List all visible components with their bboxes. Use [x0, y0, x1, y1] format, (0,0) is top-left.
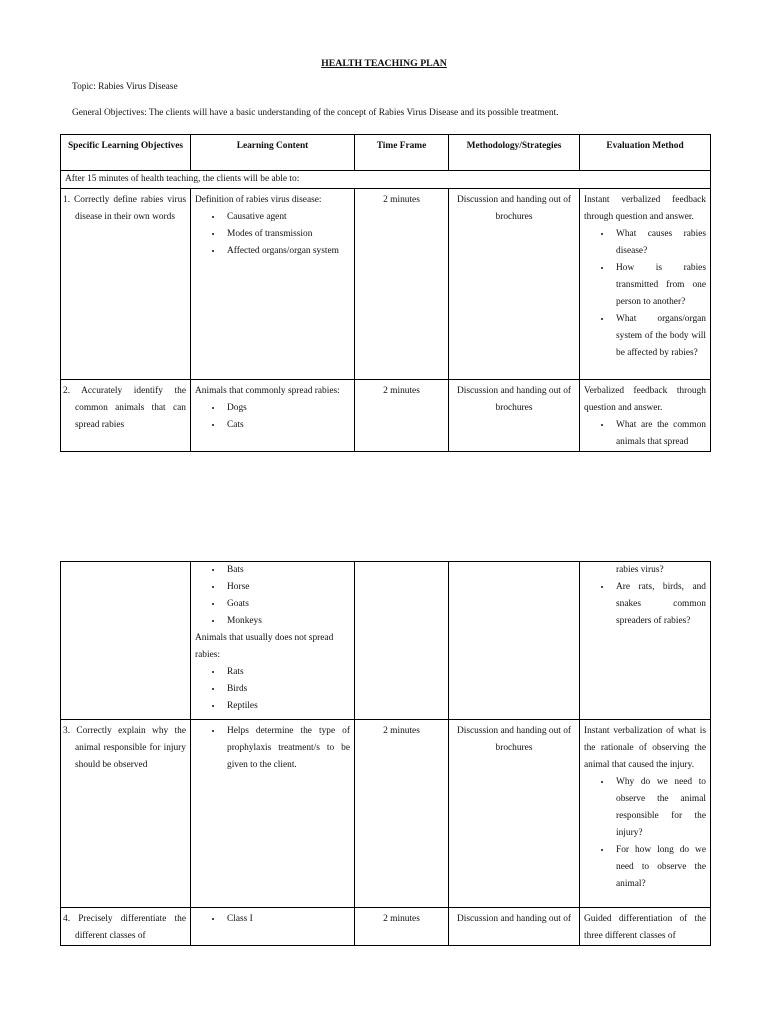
list-item: • How is rabies transmitted from one person to another?: [612, 260, 706, 311]
table-row: [61, 720, 711, 908]
document-title: HEALTH TEACHING PLAN: [321, 58, 447, 69]
list-item: • What organs/organ system of the body will be affected by rabies?: [612, 311, 706, 362]
list-item: • For how long do we need to observe the animal?: [612, 842, 706, 893]
eval-list: [584, 579, 706, 630]
table-row: [61, 908, 711, 946]
list-item: • Affected organs/organ system: [223, 243, 350, 260]
time-cell: 2 minutes: [355, 720, 449, 908]
content-list: [195, 400, 350, 434]
table-header-row: [61, 135, 711, 171]
list-item: • Class I: [223, 911, 350, 928]
time-cell: 2 minutes: [355, 908, 449, 946]
content-list: [195, 664, 350, 715]
content-intro: Animals that commonly spread rabies:: [195, 386, 340, 396]
list-item: • Helps determine the type of prophylaxis treatment/s to be given to the client.: [223, 723, 350, 774]
general-objectives-line: General Objectives: The clients will have a basic understanding of the concept of Rabies Virus Disease and its possible treatment.: [72, 108, 559, 118]
time-cell: [355, 562, 449, 720]
list-item: • Causative agent: [223, 209, 350, 226]
table-row: [61, 562, 711, 720]
content-list: [195, 562, 350, 630]
content-cell: [191, 720, 355, 908]
time-cell: 2 minutes: [355, 189, 449, 380]
list-item: • Birds: [223, 681, 350, 698]
content-list: [195, 723, 350, 774]
table-row: [61, 380, 711, 452]
header-content: Learning Content: [191, 135, 355, 171]
objective-cell: 4. Precisely differentiate the different classes of: [61, 908, 191, 946]
time-cell: 2 minutes: [355, 380, 449, 452]
list-item: • What causes rabies disease?: [612, 226, 706, 260]
list-item: • Modes of transmission: [223, 226, 350, 243]
evaluation-cell: Guided differentiation of the three different classes of: [580, 908, 711, 946]
content-list: [195, 911, 350, 928]
content-cell: [191, 189, 355, 380]
content-cell: [191, 908, 355, 946]
list-item: • Goats: [223, 596, 350, 613]
eval-list: [584, 226, 706, 362]
header-method: Methodology/Strategies: [449, 135, 580, 171]
list-item: • Monkeys: [223, 613, 350, 630]
objective-cell: 3. Correctly explain why the animal responsible for injury should be observed: [61, 720, 191, 908]
evaluation-cell: [580, 720, 711, 908]
method-cell: Discussion and handing out of: [449, 908, 580, 946]
eval-continued: rabies virus?: [616, 565, 664, 575]
eval-list: [584, 417, 706, 451]
objective-cell: 1. Correctly define rabies virus disease in their own words: [61, 189, 191, 380]
list-item: • Why do we need to observe the animal responsible for the injury?: [612, 774, 706, 842]
teaching-plan-table-page1: [60, 134, 711, 452]
method-cell: [449, 562, 580, 720]
objective-cell: [61, 562, 191, 720]
eval-list: [584, 774, 706, 893]
objective-cell: 2. Accurately identify the common animals that can spread rabies: [61, 380, 191, 452]
evaluation-cell: [580, 562, 711, 720]
intro-text: After 15 minutes of health teaching, the clients will be able to:: [61, 171, 711, 189]
list-item: • Dogs: [223, 400, 350, 417]
eval-intro: Instant verbalization of what is the rationale of observing the animal that caused the injury.: [584, 726, 706, 770]
list-item: • Rats: [223, 664, 350, 681]
method-cell: Discussion and handing out of brochures: [449, 380, 580, 452]
eval-intro: Verbalized feedback through question and answer.: [584, 386, 706, 413]
list-item: • What are the common animals that spread: [612, 417, 706, 451]
table-row: [61, 189, 711, 380]
intro-row: [61, 171, 711, 189]
list-item: • Bats: [223, 562, 350, 579]
list-item: • Reptiles: [223, 698, 350, 715]
topic-line: Topic: Rabies Virus Disease: [72, 82, 178, 92]
list-item: • Horse: [223, 579, 350, 596]
method-cell: Discussion and handing out of brochures: [449, 189, 580, 380]
evaluation-cell: [580, 189, 711, 380]
list-item: • Cats: [223, 417, 350, 434]
evaluation-cell: [580, 380, 711, 452]
content-cell: [191, 562, 355, 720]
content-list: [195, 209, 350, 260]
header-objectives: Specific Learning Objectives: [61, 135, 191, 171]
eval-intro: Instant verbalized feedback through question and answer.: [584, 195, 706, 222]
list-item: • Are rats, birds, and snakes common spreaders of rabies?: [612, 579, 706, 630]
header-evaluation: Evaluation Method: [580, 135, 711, 171]
method-cell: Discussion and handing out of brochures: [449, 720, 580, 908]
content-intro: Definition of rabies virus disease:: [195, 195, 322, 205]
teaching-plan-table-page2: [60, 561, 711, 946]
content-cell: [191, 380, 355, 452]
header-time: Time Frame: [355, 135, 449, 171]
content-intro: Animals that usually does not spread rabies:: [195, 633, 334, 660]
